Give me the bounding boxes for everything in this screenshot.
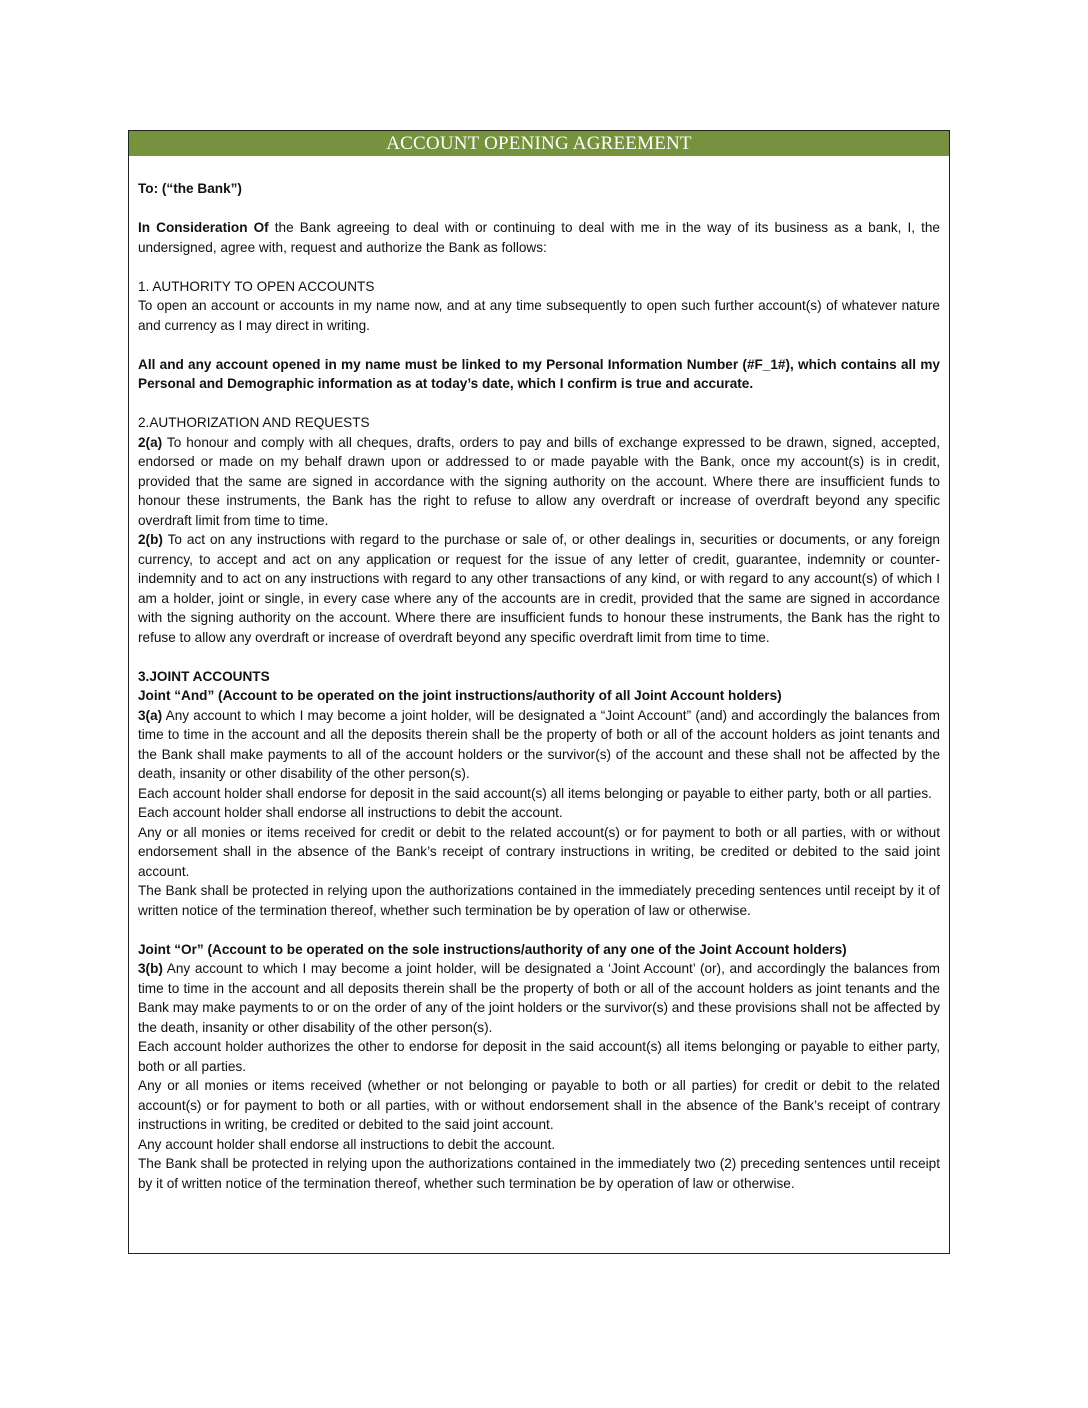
section-1-heading: 1. AUTHORITY TO OPEN ACCOUNTS <box>138 278 375 294</box>
intro-paragraph <box>138 218 940 257</box>
joint-or-subheading: Joint “Or” (Account to be operated on the sole instructions/authority of any one of the Joint Account holders) <box>138 941 847 957</box>
clause-3a-text: Any account to which I may become a joint holder, will be designated a “Joint Account” (and) and accordingly the balances from time to time in the account and all the deposits therein shall be the property of both or all of the account holders as joint tenants and the Bank shall make payments to all of the account holders or the survivor(s) of the account and these shall not be affected by the death, insanity or other disability of the other person(s). <box>138 707 940 781</box>
document-body <box>129 156 949 1193</box>
section-1-text: To open an account or accounts in my name now, and at any time subsequently to open such further account(s) of whatever nature and currency as I may direct in writing. <box>138 298 940 333</box>
clause-2b <box>138 530 940 647</box>
section-1-bold-text: All and any account opened in my name must be linked to my Personal Information Number (#F_1#), which contains all my Personal and Demographic information as at today’s date, which I confirm is true and accurate. <box>138 356 940 391</box>
clause-3a-label: 3(a) <box>138 707 163 723</box>
clause-2a <box>138 433 940 531</box>
clause-2b-label: 2(b) <box>138 532 163 547</box>
agreement-document <box>128 130 950 1254</box>
document-title: ACCOUNT OPENING AGREEMENT <box>129 131 949 156</box>
clause-3a-paragraph-5: The Bank shall be protected in relying upon the authorizations contained in the immediately preceding sentences until receipt by it of written notice of the termination thereof, whether such termination be by operation of law or otherwise. <box>138 883 940 918</box>
section-2-heading: 2.AUTHORIZATION AND REQUESTS <box>138 415 370 430</box>
intro-lead: In Consideration Of <box>138 220 269 235</box>
clause-3b-paragraph-4: Any account holder shall endorse all instructions to debit the account. <box>138 1136 556 1152</box>
clause-3b-text: Any account to which I may become a joint holder, will be designated a ‘Joint Account’ (or), and accordingly the balances from time to time in the account and all deposits therein shall be the property of both or all of the account holders as joint tenants and the Bank may make payments to or on the order of any of the joint holders or the survivor(s) and these provisions shall not be affected by the death, insanity or other disability of the other person(s). <box>138 961 940 1035</box>
clause-3b-paragraph-2: Each account holder authorizes the other to endorse for deposit in the said account(s) all items belonging or payable to either party, both or all parties. <box>138 1039 940 1074</box>
clause-2a-label: 2(a) <box>138 434 163 450</box>
clause-3a-paragraph-2: Each account holder shall endorse for deposit in the said account(s) all items belonging or payable to either party, both or all parties. <box>138 785 932 801</box>
intro-text: the Bank agreeing to deal with or continuing to deal with me in the way of its business as a bank, I, the undersigned, agree with, request and authorize the Bank as follows: <box>138 220 940 255</box>
addressee-line: To: (“the Bank”) <box>138 181 242 196</box>
clause-3a-paragraph-3: Each account holder shall endorse all instructions to debit the account. <box>138 805 563 820</box>
clause-3b-label: 3(b) <box>138 961 163 976</box>
clause-2a-text: To honour and comply with all cheques, drafts, orders to pay and bills of exchange expressed to be drawn, signed, accepted, endorsed or made on my behalf drawn upon or addressed to or made payable with the Bank, once my account(s) is in credit, provided that the same are signed in accordance with the signing authority on the account. Where there are insufficient funds to honour these instruments, the Bank has the right to refuse to allow any overdraft or increase of overdraft beyond any specific overdraft limit from time to time. <box>138 434 940 528</box>
clause-3b <box>138 959 940 1037</box>
section-3-heading: 3.JOINT ACCOUNTS <box>138 668 270 684</box>
clause-3a <box>138 706 940 784</box>
clause-3b-paragraph-3: Any or all monies or items received (whether or not belonging or payable to both or all parties) for credit or debit to the related account(s) or for payment to both or all parties, with or without endorsement shall in the absence of the Bank’s receipt of contrary instructions in writing, be credited or debited to the said joint account. <box>138 1078 940 1132</box>
joint-and-subheading: Joint “And” (Account to be operated on the joint instructions/authority of all Joint Account holders) <box>138 688 782 703</box>
clause-3a-paragraph-4: Any or all monies or items received for credit or debit to the related account(s) or for payment to both or all parties, with or without endorsement shall in the absence of the Bank’s receipt of contrary instructions in writing, be credited or debited to the said joint account. <box>138 824 940 879</box>
clause-3b-paragraph-5: The Bank shall be protected in relying upon the authorizations contained in the immediately two (2) preceding sentences until receipt by it of written notice of the termination thereof, whether such termination be by operation of law or otherwise. <box>138 1156 940 1191</box>
clause-2b-text: To act on any instructions with regard to the purchase or sale of, or other dealings in, securities or documents, or any foreign currency, to accept and act on any application or request for the issue of any letter of credit, guarantee, indemnity or counter-indemnity and to act on any instructions with regard to any other transactions of any kind, or with regard to any account(s) of which I am a holder, joint or single, in every case where any of the accounts are in credit, provided that the same are signed in accordance with the signing authority on the account. Where there are insufficient funds to honour these instruments, the Bank has the right to refuse to allow any overdraft or increase of overdraft beyond any specific overdraft limit from time to time. <box>138 532 940 645</box>
